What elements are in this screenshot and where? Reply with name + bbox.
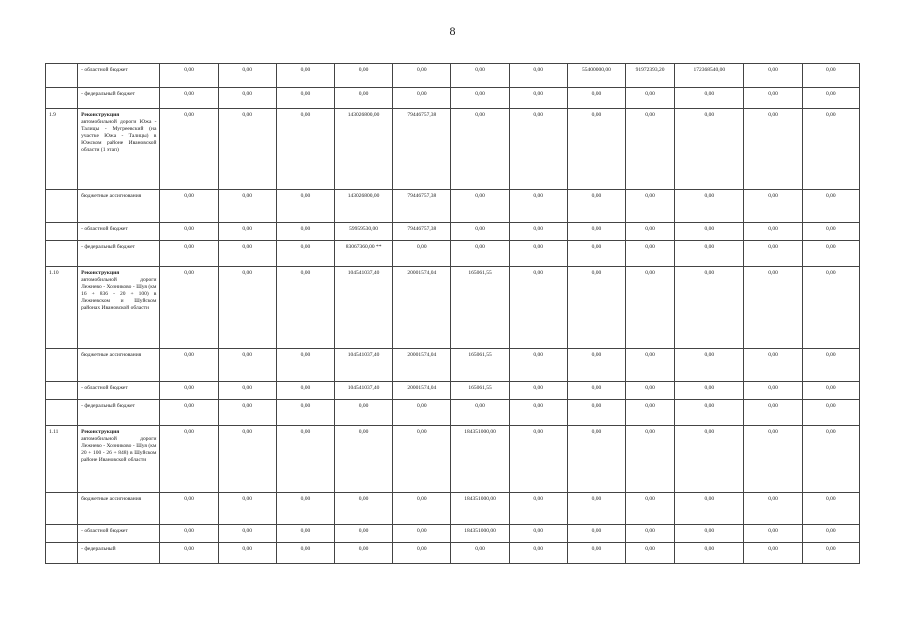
table-cell-value: 0,00: [626, 543, 675, 564]
table-cell-value: 0,00: [509, 400, 567, 426]
row-label: бюджетные ассигнования: [81, 352, 142, 358]
row-description: [78, 493, 160, 525]
row-description: [78, 223, 160, 241]
table-cell-value: 0,00: [393, 426, 451, 493]
table-cell-value: 0,00: [218, 525, 276, 543]
table-cell-value: 79446757,38: [393, 109, 451, 190]
table-cell-value: 165061,55: [451, 382, 509, 400]
table-cell-value: 0,00: [276, 426, 334, 493]
table-cell-value: 0,00: [276, 241, 334, 267]
table-cell-value: 0,00: [744, 223, 802, 241]
table-cell-value: 0,00: [744, 493, 802, 525]
row-label: - федеральный бюджет: [81, 244, 135, 250]
table-cell-value: 0,00: [509, 382, 567, 400]
table-cell-value: 104541037,40: [335, 382, 393, 400]
row-title: Реконструкция: [81, 429, 120, 435]
row-label: - областной бюджет: [81, 528, 128, 534]
row-title: Реконструкция: [81, 270, 120, 276]
table-cell-value: 0,00: [335, 64, 393, 88]
table-cell-value: 0,00: [276, 400, 334, 426]
table-cell-value: 0,00: [335, 426, 393, 493]
table-cell-value: 0,00: [160, 493, 218, 525]
table-cell-value: 59959530,00: [335, 223, 393, 241]
row-description: [78, 426, 160, 493]
row-description: [78, 88, 160, 109]
row-description: [78, 525, 160, 543]
table-cell-value: 0,00: [567, 382, 625, 400]
row-description: [78, 349, 160, 382]
row-description: [78, 190, 160, 223]
row-index: [46, 88, 78, 109]
row-label: автомобильной дороги Южа - Талицы - Мугреевский (на участке Южа - Талицы) в Южском районе Ивановской области (1 этап): [81, 119, 157, 153]
table-cell-value: 0,00: [675, 400, 744, 426]
table-cell-value: 0,00: [509, 223, 567, 241]
table-cell-value: 184351000,00: [451, 493, 509, 525]
table-cell-value: 143026800,00: [335, 190, 393, 223]
table-cell-value: 0,00: [802, 525, 859, 543]
table-cell-value: 0,00: [451, 223, 509, 241]
row-description: [78, 543, 160, 564]
table-cell-value: 0,00: [218, 241, 276, 267]
table-cell-value: 0,00: [509, 543, 567, 564]
table-cell-value: 0,00: [567, 525, 625, 543]
table-cell-value: 0,00: [567, 349, 625, 382]
table-cell-value: 0,00: [675, 543, 744, 564]
table-cell-value: 0,00: [567, 267, 625, 349]
row-description: [78, 267, 160, 349]
table-cell-value: 79446757,38: [393, 223, 451, 241]
table-cell-value: 0,00: [802, 382, 859, 400]
table-row: [46, 241, 860, 267]
table-cell-value: 0,00: [335, 525, 393, 543]
table-cell-value: 0,00: [276, 109, 334, 190]
table-cell-value: 0,00: [567, 223, 625, 241]
table-cell-value: 0,00: [160, 525, 218, 543]
table-cell-value: 0,00: [744, 88, 802, 109]
table-cell-value: 0,00: [675, 109, 744, 190]
table-cell-value: 0,00: [744, 349, 802, 382]
row-index: [46, 400, 78, 426]
table-cell-value: 0,00: [626, 190, 675, 223]
table-cell-value: 0,00: [675, 426, 744, 493]
table-cell-value: 0,00: [451, 109, 509, 190]
table-cell-value: 0,00: [160, 223, 218, 241]
table-cell-value: 0,00: [393, 88, 451, 109]
table-row: [46, 525, 860, 543]
table-cell-value: 0,00: [567, 88, 625, 109]
row-label: автомобильной дороги Лежнево - Хозниково - Шуя (км 20 + 100 - 26 + 848) в Шуйском районе Ивановской области: [81, 436, 157, 463]
row-description: [78, 64, 160, 88]
row-description: [78, 241, 160, 267]
table-cell-value: 0,00: [509, 88, 567, 109]
table-cell-value: 0,00: [218, 426, 276, 493]
table-cell-value: 184351000,00: [451, 426, 509, 493]
table-cell-value: 0,00: [802, 400, 859, 426]
table-cell-value: 0,00: [626, 426, 675, 493]
table-cell-value: 0,00: [567, 400, 625, 426]
table-row: [46, 223, 860, 241]
table-row: [46, 88, 860, 109]
row-description: [78, 382, 160, 400]
table-cell-value: 0,00: [675, 190, 744, 223]
table-cell-value: 0,00: [393, 543, 451, 564]
table-cell-value: 0,00: [626, 109, 675, 190]
row-title: Реконструкция: [81, 112, 120, 118]
table-cell-value: 165061,55: [451, 267, 509, 349]
table-cell-value: 0,00: [509, 267, 567, 349]
table-cell-value: 0,00: [160, 349, 218, 382]
row-index: [46, 223, 78, 241]
table-cell-value: 0,00: [626, 88, 675, 109]
table-cell-value: 0,00: [451, 241, 509, 267]
table-cell-value: 91972393,20: [626, 64, 675, 88]
table-cell-value: 0,00: [509, 525, 567, 543]
table-cell-value: 0,00: [393, 241, 451, 267]
row-label: - областной бюджет: [81, 385, 128, 391]
table-cell-value: 0,00: [160, 543, 218, 564]
table-cell-value: 0,00: [218, 109, 276, 190]
table-cell-value: 0,00: [218, 223, 276, 241]
table-cell-value: 20001574,04: [393, 382, 451, 400]
table-cell-value: 0,00: [626, 382, 675, 400]
table-cell-value: 104541037,40: [335, 349, 393, 382]
table-cell-value: 0,00: [675, 223, 744, 241]
table-cell-value: 0,00: [744, 400, 802, 426]
table-cell-value: 0,00: [160, 88, 218, 109]
table-cell-value: 0,00: [335, 543, 393, 564]
table-cell-value: 0,00: [393, 493, 451, 525]
table-cell-value: 0,00: [218, 493, 276, 525]
table-cell-value: 0,00: [160, 426, 218, 493]
table-cell-value: 0,00: [802, 493, 859, 525]
table-cell-value: 0,00: [160, 267, 218, 349]
page-number: 8: [449, 24, 456, 38]
table-cell-value: 0,00: [335, 493, 393, 525]
table-cell-value: 0,00: [276, 190, 334, 223]
table-cell-value: 0,00: [744, 109, 802, 190]
table-cell-value: 0,00: [802, 241, 859, 267]
table-cell-value: 0,00: [802, 64, 859, 88]
table-cell-value: 0,00: [160, 382, 218, 400]
table-cell-value: 0,00: [509, 349, 567, 382]
table-row: [46, 267, 860, 349]
row-index: 1.11: [46, 426, 78, 493]
table-cell-value: 0,00: [675, 493, 744, 525]
table-cell-value: 0,00: [218, 190, 276, 223]
table-cell-value: 0,00: [626, 400, 675, 426]
table-cell-value: 0,00: [218, 349, 276, 382]
row-index: [46, 190, 78, 223]
table-cell-value: 0,00: [276, 382, 334, 400]
row-index: [46, 543, 78, 564]
table-cell-value: 0,00: [744, 426, 802, 493]
table-cell-value: 0,00: [567, 426, 625, 493]
table-cell-value: 0,00: [335, 88, 393, 109]
table-cell-value: 172368540,00: [675, 64, 744, 88]
table-cell-value: 0,00: [744, 190, 802, 223]
table-cell-value: 0,00: [218, 64, 276, 88]
table-cell-value: 0,00: [509, 241, 567, 267]
table-cell-value: 0,00: [276, 267, 334, 349]
table-cell-value: 0,00: [567, 543, 625, 564]
row-label: - областной бюджет: [81, 226, 128, 232]
row-label: - областной бюджет: [81, 67, 128, 73]
table-cell-value: 0,00: [509, 493, 567, 525]
row-index: [46, 525, 78, 543]
table-cell-value: 0,00: [626, 525, 675, 543]
table-row: [46, 109, 860, 190]
row-index: [46, 349, 78, 382]
table-cell-value: 0,00: [802, 88, 859, 109]
table-cell-value: 0,00: [451, 543, 509, 564]
table-cell-value: 0,00: [393, 400, 451, 426]
table-cell-value: 0,00: [626, 267, 675, 349]
table-row: [46, 190, 860, 223]
row-description: [78, 400, 160, 426]
table-cell-value: 0,00: [160, 190, 218, 223]
table-cell-value: 0,00: [451, 400, 509, 426]
table-cell-value: 0,00: [567, 190, 625, 223]
table-cell-value: 165061,55: [451, 349, 509, 382]
table-cell-value: 0,00: [160, 64, 218, 88]
table-cell-value: 0,00: [802, 426, 859, 493]
table-cell-value: 0,00: [393, 525, 451, 543]
table-cell-value: 0,00: [509, 426, 567, 493]
table-cell-value: 0,00: [335, 400, 393, 426]
table-cell-value: 0,00: [160, 109, 218, 190]
table-cell-value: 143026800,00: [335, 109, 393, 190]
row-label: - федеральный: [81, 546, 116, 552]
table-cell-value: 0,00: [509, 190, 567, 223]
table-cell-value: 0,00: [802, 109, 859, 190]
table-cell-value: 0,00: [744, 64, 802, 88]
table-cell-value: 0,00: [802, 349, 859, 382]
row-index: [46, 382, 78, 400]
row-index: [46, 241, 78, 267]
table-cell-value: 0,00: [744, 267, 802, 349]
table-cell-value: 0,00: [160, 241, 218, 267]
row-label: бюджетные ассигнования: [81, 496, 142, 502]
table-cell-value: 0,00: [744, 241, 802, 267]
table-cell-value: 0,00: [276, 64, 334, 88]
table-cell-value: 0,00: [675, 349, 744, 382]
table-cell-value: 0,00: [675, 267, 744, 349]
table-cell-value: 0,00: [509, 109, 567, 190]
table-cell-value: 0,00: [567, 493, 625, 525]
table-cell-value: 55400000,00: [567, 64, 625, 88]
table-cell-value: 0,00: [218, 400, 276, 426]
table-cell-value: 0,00: [451, 64, 509, 88]
table-cell-value: 0,00: [675, 241, 744, 267]
table-cell-value: 0,00: [744, 382, 802, 400]
table-row: [46, 493, 860, 525]
table-row: [46, 382, 860, 400]
table-cell-value: 83067360,00 **: [335, 241, 393, 267]
table-row: [46, 400, 860, 426]
table-cell-value: 0,00: [276, 525, 334, 543]
table-cell-value: 79446757,38: [393, 190, 451, 223]
table-cell-value: 0,00: [802, 543, 859, 564]
table-cell-value: 0,00: [744, 543, 802, 564]
table-cell-value: 0,00: [567, 241, 625, 267]
table-cell-value: 0,00: [567, 109, 625, 190]
table-cell-value: 0,00: [451, 88, 509, 109]
table-row: [46, 543, 860, 564]
table-cell-value: 0,00: [218, 543, 276, 564]
table-cell-value: 0,00: [675, 382, 744, 400]
table-cell-value: 0,00: [626, 223, 675, 241]
table-cell-value: 0,00: [744, 525, 802, 543]
table-cell-value: 0,00: [675, 525, 744, 543]
table-cell-value: 0,00: [626, 493, 675, 525]
row-description: [78, 109, 160, 190]
row-label: - федеральный бюджет: [81, 91, 135, 97]
table-cell-value: 20001574,04: [393, 267, 451, 349]
table-row: [46, 64, 860, 88]
row-index: [46, 64, 78, 88]
table-row: [46, 426, 860, 493]
table-cell-value: 0,00: [802, 190, 859, 223]
table-cell-value: 0,00: [802, 267, 859, 349]
table-cell-value: 0,00: [276, 223, 334, 241]
row-label: бюджетные ассигнования: [81, 193, 142, 199]
row-label: автомобильной дороги Лежнево - Хозниково - Шуя (км 16 + 836 - 20 + 100) в Лежневском и Шуйском районах Ивановской области: [81, 277, 157, 311]
table-cell-value: 104541037,40: [335, 267, 393, 349]
table-cell-value: 0,00: [626, 349, 675, 382]
table-cell-value: 0,00: [451, 190, 509, 223]
table-cell-value: 0,00: [276, 88, 334, 109]
table-cell-value: 0,00: [626, 241, 675, 267]
table-row: [46, 349, 860, 382]
table-cell-value: 0,00: [802, 223, 859, 241]
table-cell-value: 0,00: [218, 267, 276, 349]
table-cell-value: 184351000,00: [451, 525, 509, 543]
row-label: - федеральный бюджет: [81, 403, 135, 409]
table-cell-value: 0,00: [276, 349, 334, 382]
table-cell-value: 0,00: [393, 64, 451, 88]
row-index: 1.9: [46, 109, 78, 190]
table-cell-value: 20001574,04: [393, 349, 451, 382]
table-cell-value: 0,00: [218, 88, 276, 109]
table-cell-value: 0,00: [160, 400, 218, 426]
table-cell-value: 0,00: [675, 88, 744, 109]
row-index: [46, 493, 78, 525]
table-cell-value: 0,00: [276, 543, 334, 564]
table-cell-value: 0,00: [218, 382, 276, 400]
table-cell-value: 0,00: [509, 64, 567, 88]
table-cell-value: 0,00: [276, 493, 334, 525]
budget-table: [45, 63, 860, 564]
row-index: 1.10: [46, 267, 78, 349]
